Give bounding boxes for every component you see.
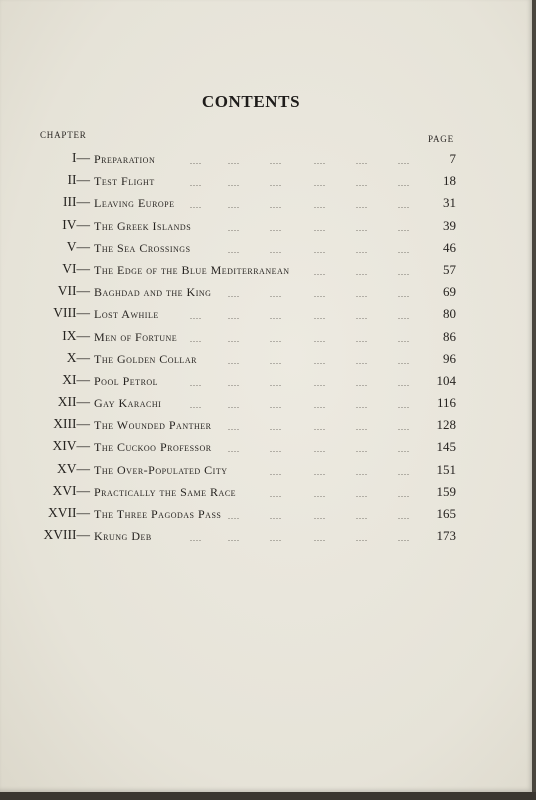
toc-entry [0,303,532,325]
leader-dots: .... [398,423,410,433]
leader-dots: .... [228,378,240,388]
leader-dots: .... [270,378,282,388]
leader-dots: .... [270,179,282,189]
chapter-page-number: 7 [449,151,456,166]
leader-dots: .... [270,445,282,455]
chapter-column-header: CHAPTER [40,130,87,140]
book-edge-right [532,0,536,800]
toc-entry [0,370,532,392]
toc-entry [0,414,532,436]
chapter-title: The Greek Islands [94,218,192,233]
chapter-title: Leaving Europe [94,196,175,211]
chapter-numeral: VI— [62,260,90,276]
chapter-title: Practically the Same Race [94,484,237,499]
toc-entry [0,436,532,458]
leader-dots: .... [270,423,282,433]
chapter-title: Gay Karachi [94,396,162,411]
leader-dots: .... [356,378,368,388]
chapter-numeral: XI— [62,371,90,387]
toc-entry [0,259,532,281]
leader-dots: .... [270,401,282,411]
leader-dots: .... [356,245,368,255]
leader-dots: .... [398,157,410,166]
leader-dots: .... [190,201,202,211]
leader-dots: .... [398,245,410,255]
chapter-numeral: XVI— [52,482,90,498]
leader-dots: .... [270,334,282,344]
leader-dots: .... [398,378,410,388]
leader-dots: .... [228,223,240,233]
leader-dots: .... [314,401,326,411]
leader-dots: .... [356,267,368,277]
book-edge-bottom [0,792,536,800]
leader-dots: .... [356,157,368,166]
leader-dots: .... [314,157,326,166]
chapter-numeral: XVII— [48,505,90,520]
chapter-title: The Golden Collar [94,351,197,366]
chapter-numeral: XII— [57,394,90,410]
page-column-header: PAGE [428,134,454,144]
leader-dots: .... [228,334,240,344]
chapter-numeral: XIV— [52,438,90,454]
toc-entry [0,326,532,348]
chapter-page-number: 18 [443,173,456,189]
chapter-numeral: VIII— [53,305,90,321]
chapter-title: The Cuckoo Professor [94,440,212,455]
leader-dots: .... [314,245,326,255]
chapter-title: Men of Fortune [94,329,178,344]
leader-dots: .... [398,223,410,233]
leader-dots: .... [228,312,240,322]
toc-entry [0,281,532,303]
leader-dots: .... [314,534,326,544]
leader-dots: .... [356,290,368,300]
leader-dots: .... [190,334,202,344]
leader-dots: .... [228,245,240,255]
chapter-page-number: 165 [436,506,456,521]
leader-dots: .... [398,401,410,411]
leader-dots: .... [314,445,326,455]
chapter-numeral: IV— [62,216,90,232]
leader-dots: .... [314,423,326,433]
leader-dots: .... [228,401,240,411]
chapter-title: The Over-Populated City [94,462,228,477]
leader-dots: .... [356,445,368,455]
leader-dots: .... [356,423,368,433]
chapter-page-number: 104 [436,372,456,388]
leader-dots: .... [270,534,282,544]
leader-dots: .... [228,423,240,433]
leader-dots: .... [398,467,410,477]
leader-dots: .... [314,467,326,477]
leader-dots: .... [314,223,326,233]
chapter-numeral: XVIII— [43,527,90,543]
leader-dots: .... [398,312,410,322]
leader-dots: .... [314,201,326,211]
leader-dots: .... [228,512,240,521]
leader-dots: .... [398,179,410,189]
chapter-numeral: XV— [57,460,90,476]
toc-entry [0,392,532,414]
leader-dots: .... [356,356,368,366]
leader-dots: .... [314,512,326,521]
leader-dots: .... [314,312,326,322]
page-title: CONTENTS [201,92,301,111]
chapter-page-number: 151 [436,461,456,477]
leader-dots: .... [356,489,368,499]
chapter-numeral: I— [72,150,90,165]
toc-entry [0,192,532,214]
chapter-page-number: 39 [443,217,456,233]
leader-dots: .... [228,356,240,366]
toc-entry [0,215,532,237]
leader-dots: .... [398,512,410,521]
leader-dots: .... [314,179,326,189]
toc-entry [0,525,532,547]
chapter-page-number: 80 [443,306,456,322]
chapter-numeral: II— [67,172,90,188]
leader-dots: .... [228,201,240,211]
leader-dots: .... [190,378,202,388]
leader-dots: .... [270,467,282,477]
leader-dots: .... [398,356,410,366]
leader-dots: .... [228,290,240,300]
toc-entry [0,348,532,370]
leader-dots: .... [270,312,282,322]
chapter-title: Krung Deb [94,529,152,544]
chapter-title: The Sea Crossings [94,240,191,255]
leader-dots: .... [356,179,368,189]
leader-dots: .... [190,157,202,166]
leader-dots: .... [314,378,326,388]
chapter-title: The Edge of the Blue Mediterranean [94,262,290,277]
chapter-title: Lost Awhile [94,307,159,322]
chapter-title: Baghdad and the King [94,285,212,300]
chapter-page-number: 31 [443,195,456,211]
leader-dots: .... [270,201,282,211]
chapter-page-number: 159 [436,483,456,499]
chapter-numeral: XIII— [53,416,90,432]
leader-dots: .... [356,534,368,544]
leader-dots: .... [228,534,240,544]
leader-dots: .... [270,512,282,521]
chapter-page-number: 116 [436,395,456,411]
leader-dots: .... [228,179,240,189]
toc-entry [0,481,532,503]
leader-dots: .... [356,223,368,233]
chapter-numeral: III— [63,194,90,210]
chapter-page-number: 46 [443,239,456,255]
toc-entry [0,503,532,525]
chapter-numeral: IX— [62,327,90,343]
chapter-page-number: 69 [443,284,456,300]
leader-dots: .... [398,201,410,211]
leader-dots: .... [398,267,410,277]
leader-dots: .... [270,356,282,366]
leader-dots: .... [356,512,368,521]
leader-dots: .... [228,445,240,455]
chapter-page-number: 173 [436,528,456,544]
chapter-page-number: 86 [443,328,456,344]
chapter-numeral: V— [66,238,90,254]
chapter-numeral: X— [66,349,90,365]
leader-dots: .... [398,534,410,544]
leader-dots: .... [314,356,326,366]
leader-dots: .... [398,290,410,300]
chapter-title: Pool Petrol [94,373,159,388]
chapter-page-number: 57 [443,261,456,277]
leader-dots: .... [314,267,326,277]
leader-dots: .... [356,201,368,211]
toc-entry [0,237,532,259]
leader-dots: .... [190,401,202,411]
chapter-numeral: VII— [57,283,90,299]
toc-entry [0,170,532,192]
toc-entry [0,459,532,481]
leader-dots: .... [270,223,282,233]
leader-dots: .... [356,467,368,477]
leader-dots: .... [398,334,410,344]
leader-dots: .... [228,157,240,166]
leader-dots: .... [356,334,368,344]
toc-entry [0,148,532,170]
chapter-title: Preparation [94,152,156,166]
leader-dots: .... [398,445,410,455]
leader-dots: .... [356,312,368,322]
chapter-page-number: 96 [443,350,456,366]
leader-dots: .... [314,290,326,300]
chapter-title: The Wounded Panther [94,418,212,433]
chapter-title: Test Flight [94,174,155,189]
leader-dots: .... [270,157,282,166]
table-of-contents [0,148,532,547]
leader-dots: .... [270,290,282,300]
leader-dots: .... [356,401,368,411]
leader-dots: .... [270,489,282,499]
leader-dots: .... [398,489,410,499]
leader-dots: .... [270,245,282,255]
leader-dots: .... [190,312,202,322]
chapter-title: The Three Pagodas Pass [94,507,222,521]
chapter-page-number: 128 [436,417,456,433]
leader-dots: .... [314,489,326,499]
chapter-page-number: 145 [436,439,456,455]
leader-dots: .... [190,534,202,544]
leader-dots: .... [190,179,202,189]
leader-dots: .... [314,334,326,344]
